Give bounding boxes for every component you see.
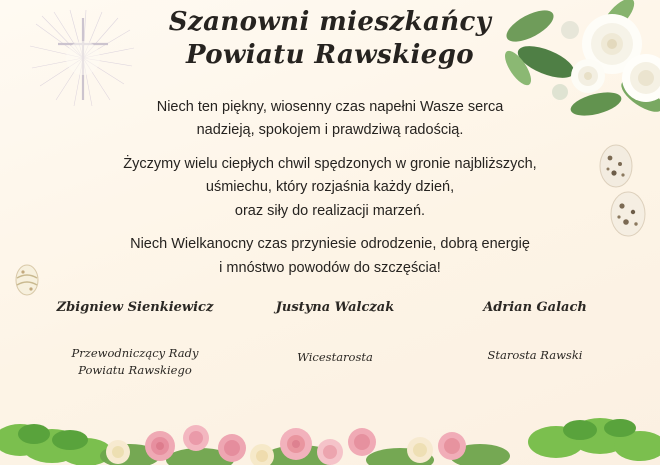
signature-role: [440, 347, 630, 364]
signature-chairman: [40, 300, 230, 378]
small-easter-egg-icon: [10, 258, 44, 300]
greeting-line: oraz siły do realizacji marzeń.: [234, 202, 426, 219]
signature-block: [40, 300, 630, 378]
signature-name: Adrian Galach: [483, 300, 587, 315]
title-line-1: Szanowni mieszkańcy: [168, 7, 492, 37]
greeting-line: i mnóstwo powodów do szczęścia!: [219, 259, 441, 276]
greeting-paragraph-3: [60, 233, 600, 280]
signature-role-line-1: Przewodniczący Rady: [71, 346, 199, 360]
signature-starost: [440, 300, 630, 364]
signature-role-line-2: Powiatu Rawskiego: [78, 362, 192, 377]
pink-roses-and-cress-border-icon: [0, 390, 660, 465]
title-line-2: Powiatu Rawskiego: [185, 39, 475, 70]
greeting-line: Niech Wielkanocny czas przyniesie odrodzenie, dobrą energię: [130, 236, 530, 253]
greeting-line: Niech ten piękny, wiosenny czas napełni Wasze serca: [156, 99, 504, 115]
signature-role: [240, 349, 430, 366]
signature-role: [40, 345, 230, 378]
signature-role-line-1: Starosta Rawski: [487, 348, 583, 362]
greeting-paragraph-2: [60, 153, 600, 223]
radiant-cross-icon: [28, 8, 138, 108]
greeting-body: [60, 96, 600, 280]
signature-role-line-1: Wicestarosta: [297, 350, 373, 364]
signature-name: Justyna Walczak: [275, 300, 395, 315]
greeting-line: uśmiechu, który rozjaśnia każdy dzień,: [205, 179, 455, 196]
greeting-line: nadzieją, spokojem i prawdziwą radością.: [196, 122, 464, 139]
signature-name: Zbigniew Sienkiewicz: [56, 300, 214, 315]
greeting-paragraph-1: [60, 96, 600, 143]
page-title: [130, 6, 530, 71]
greeting-line: Życzymy wielu ciepłych chwil spędzonych w gronie najbliższych,: [123, 155, 537, 172]
signature-vice-starost: [240, 300, 430, 366]
